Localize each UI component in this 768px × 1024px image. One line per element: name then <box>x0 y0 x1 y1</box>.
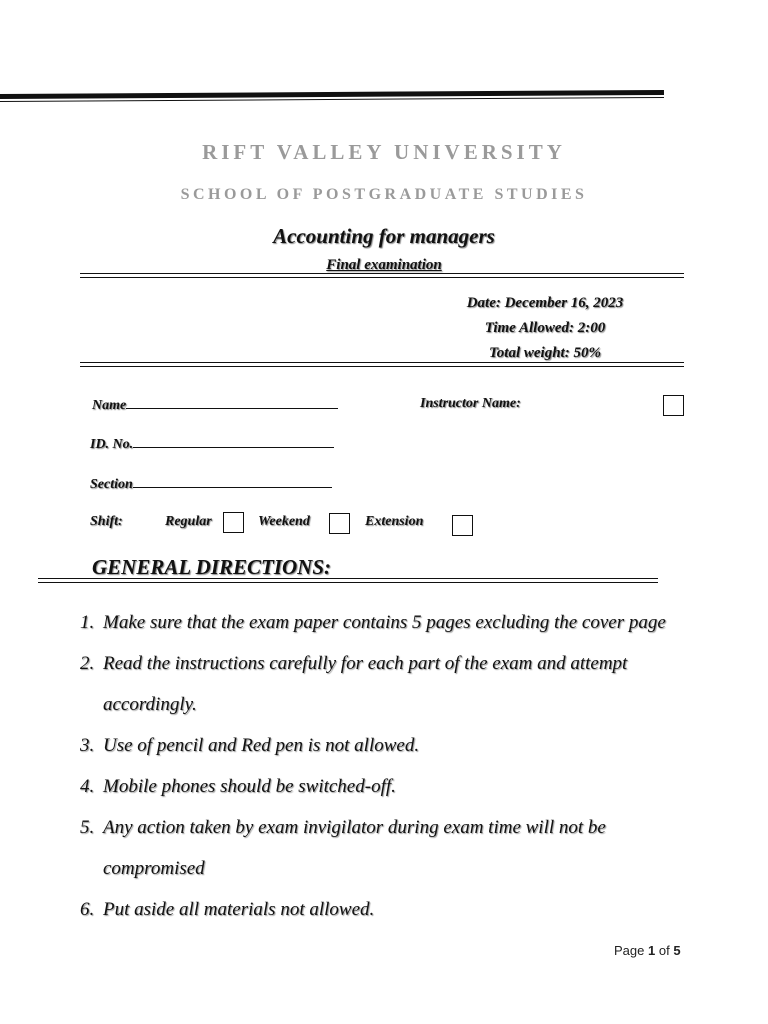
direction-item-6: 6. Put aside all materials not allowed. <box>80 899 375 920</box>
university-name: RIFT VALLEY UNIVERSITY <box>202 140 566 164</box>
school-name: SCHOOL OF POSTGRADUATE STUDIES <box>180 186 588 203</box>
exam-time-allowed: Time Allowed: 2:00 <box>484 320 606 336</box>
direction-item-2-cont: accordingly. <box>103 694 197 715</box>
id-field[interactable] <box>90 435 334 453</box>
name-field[interactable] <box>92 396 338 414</box>
name-blank[interactable] <box>126 396 338 409</box>
section-field[interactable] <box>90 475 332 493</box>
name-label: Name <box>92 398 127 413</box>
shift-label: Shift: <box>90 514 123 529</box>
exam-type: Final examination <box>326 257 442 273</box>
direction-item-5-cont: compromised <box>103 858 205 879</box>
directions-title: GENERAL DIRECTIONS: <box>92 555 332 579</box>
instructor-name-label: Instructor Name: <box>420 396 521 411</box>
course-title: Accounting for managers <box>273 224 495 248</box>
direction-item-5: 5. Any action taken by exam invigilator during exam time will not be <box>80 817 606 838</box>
id-label: ID. No. <box>90 437 134 452</box>
section-label: Section <box>90 477 133 492</box>
direction-item-3: 3. Use of pencil and Red pen is not allowed. <box>80 735 420 756</box>
instructor-checkbox[interactable] <box>663 395 684 416</box>
exam-date: Date: December 16, 2023 <box>466 295 624 311</box>
double-rule-top <box>80 273 684 278</box>
double-rule-bottom <box>80 362 684 367</box>
weekend-checkbox[interactable] <box>329 513 350 534</box>
shift-option-regular: Regular <box>165 514 212 529</box>
shift-option-weekend: Weekend <box>258 514 310 529</box>
directions-rule <box>38 578 658 583</box>
section-blank[interactable] <box>133 475 332 488</box>
shift-option-extension: Extension <box>365 514 424 529</box>
direction-item-4: 4. Mobile phones should be switched-off. <box>80 776 396 797</box>
exam-total-weight: Total weight: 50% <box>489 345 601 361</box>
direction-item-1: 1. Make sure that the exam paper contains 5 pages excluding the cover page <box>80 612 666 633</box>
extension-checkbox[interactable] <box>452 515 473 536</box>
regular-checkbox[interactable] <box>223 512 244 533</box>
id-blank[interactable] <box>133 435 334 448</box>
direction-item-2: 2. Read the instructions carefully for each part of the exam and attempt <box>80 653 628 674</box>
page-number: Page 1 of 5 <box>614 943 681 958</box>
